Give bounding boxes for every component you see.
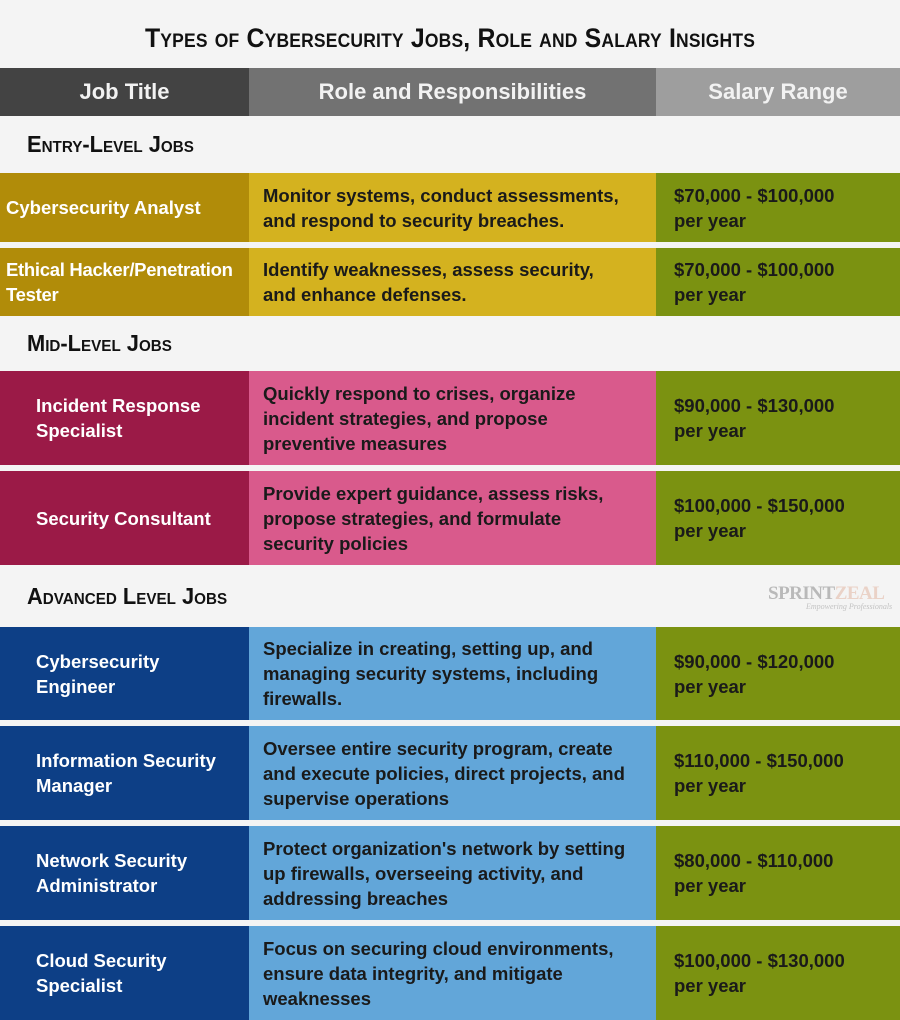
sprintzeal-logo [768, 583, 893, 619]
job-role: Identify weaknesses, assess security, and enhance defenses. [249, 248, 656, 316]
table-row [0, 926, 900, 1020]
job-title: Network Security Administrator [0, 826, 249, 920]
job-role: Provide expert guidance, assess risks, propose strategies, and formulate security policies [249, 471, 656, 565]
table-row [0, 471, 900, 565]
table-row [0, 371, 900, 465]
page-title: Types of Cybersecurity Jobs, Role and Salary Insights [144, 22, 756, 53]
job-role: Monitor systems, conduct assessments, and respond to security breaches. [249, 173, 656, 242]
job-salary: $100,000 - $130,000 per year [656, 926, 900, 1020]
job-salary: $90,000 - $120,000 per year [656, 627, 900, 720]
job-salary: $100,000 - $150,000 per year [656, 471, 900, 565]
table-row [0, 173, 900, 242]
logo-text-a: SPRINT [768, 583, 835, 604]
job-salary: $80,000 - $110,000 per year [656, 826, 900, 920]
section-heading-entry: Entry-Level Jobs [27, 131, 194, 157]
section-heading-advanced: Advanced Level Jobs [27, 583, 228, 609]
logo-tagline: Empowering Professionals [806, 602, 893, 611]
job-title: Cybersecurity Analyst [0, 173, 249, 242]
job-salary: $90,000 - $130,000 per year [656, 371, 900, 465]
table-row [0, 627, 900, 720]
logo-text-b: ZEAL [834, 583, 885, 604]
table-row [0, 826, 900, 920]
table-row [0, 726, 900, 820]
section-heading-mid: Mid-Level Jobs [27, 330, 172, 356]
job-title: Cloud Security Specialist [0, 926, 249, 1020]
column-header-role: Role and Responsibilities [249, 68, 656, 116]
job-role: Specialize in creating, setting up, and managing security systems, including firewalls. [249, 627, 656, 720]
column-header-salary: Salary Range [656, 68, 900, 116]
job-role: Oversee entire security program, create and execute policies, direct projects, and supervise operations [249, 726, 656, 820]
job-salary: $110,000 - $150,000 per year [656, 726, 900, 820]
job-role: Focus on securing cloud environments, ensure data integrity, and mitigate weaknesses [249, 926, 656, 1020]
column-header-job-title: Job Title [0, 68, 249, 116]
job-title: Incident Response Specialist [0, 371, 249, 465]
job-salary: $70,000 - $100,000 per year [656, 248, 900, 316]
job-title: Security Consultant [0, 471, 249, 565]
job-title: Cybersecurity Engineer [0, 627, 249, 720]
table-row [0, 248, 900, 316]
job-title: Ethical Hacker/Penetration Tester [0, 248, 249, 316]
job-title: Information Security Manager [0, 726, 249, 820]
job-role: Protect organization's network by setting up firewalls, overseeing activity, and addressing breaches [249, 826, 656, 920]
job-salary: $70,000 - $100,000 per year [656, 173, 900, 242]
job-role: Quickly respond to crises, organize incident strategies, and propose preventive measures [249, 371, 656, 465]
